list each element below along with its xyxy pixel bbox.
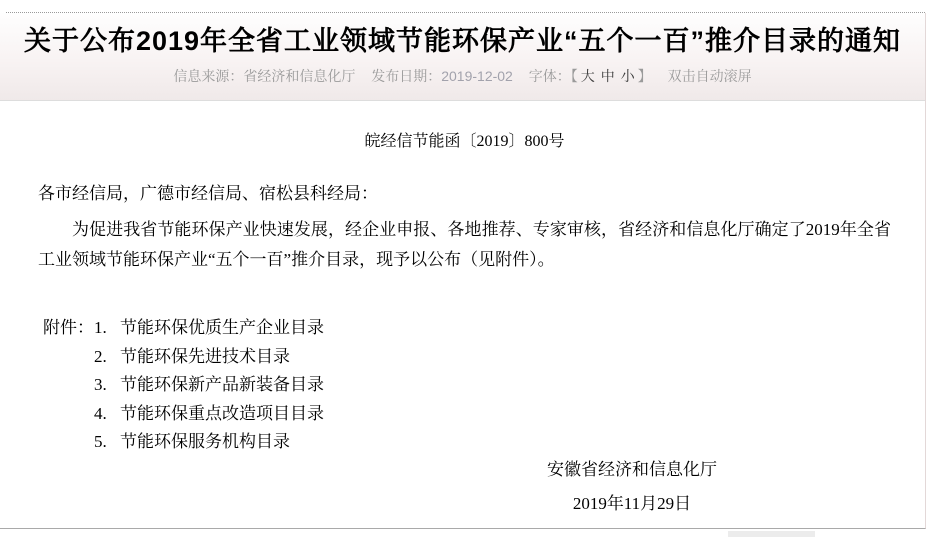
attachments-label: 附件：: [43, 318, 94, 337]
font-size-medium-link[interactable]: 中: [600, 68, 615, 84]
info-source-value: 省经济和信息化厅: [243, 68, 356, 84]
footer-scroll-chip: [728, 531, 815, 537]
signature-date: 2019年11月29日: [572, 494, 692, 513]
attachment-item-text: 节能环保重点改造项目目录: [120, 403, 324, 423]
attachment-item-number: 4.: [94, 403, 107, 423]
font-size-large-link[interactable]: 大: [580, 68, 595, 84]
attachment-item-text: 节能环保新产品新装备目录: [120, 375, 324, 394]
attachment-item: [94, 400, 324, 429]
document-header: [0, 13, 925, 101]
publish-date: [371, 68, 513, 84]
attachment-item-text: 节能环保优质生产企业目录: [120, 318, 324, 337]
font-size-bracket-close: 】: [637, 68, 652, 84]
autoscroll-hint: 双击自动滚屏: [667, 68, 752, 84]
font-size-bracket-open: 【: [570, 68, 578, 84]
meta-bar: [0, 66, 925, 86]
attachment-item-number: 1.: [94, 318, 107, 337]
main-paragraph: 为促进我省节能环保产业快速发展，经企业申报、各地推荐、专家审核，省经济和信息化厅确定了2019年全省工业领域节能环保产业“五个一百”推介目录，现予以公布（见附件）。: [38, 220, 891, 269]
attachment-item-number: 3.: [94, 375, 107, 394]
salutation: 各市经信局，广德市经信局、宿松县科经局：: [38, 184, 378, 203]
font-size-control: [529, 68, 652, 84]
info-source-label: 信息来源：: [173, 68, 244, 84]
signature-block: [547, 460, 717, 513]
font-size-label: 字体：: [528, 68, 571, 84]
publish-date-value: 2019-12-02: [441, 68, 513, 84]
content-sheet: [0, 13, 926, 529]
info-source: [173, 68, 355, 84]
attachment-item-text: 节能环保服务机构目录: [120, 432, 290, 451]
attachments-list: [94, 314, 324, 457]
document-number: 皖经信节能函〔2019〕800号: [364, 133, 565, 150]
attachments-section: [43, 314, 891, 457]
page-title: 关于公布2019年全省工业领域节能环保产业“五个一百”推介目录的通知: [23, 26, 902, 56]
attachment-item-text: 节能环保先进技术目录: [120, 346, 290, 366]
attachment-item: [94, 428, 324, 457]
attachment-item: [94, 343, 324, 372]
attachment-item: [94, 371, 324, 400]
attachment-item-number: 2.: [94, 346, 107, 366]
attachment-item: [94, 314, 324, 343]
attachment-item-number: 5.: [94, 432, 107, 451]
document-body: [0, 128, 925, 457]
signature-organization: 安徽省经济和信息化厅: [547, 460, 717, 479]
font-size-small-link[interactable]: 小: [620, 68, 635, 84]
publish-date-label: 发布日期：: [371, 68, 442, 84]
